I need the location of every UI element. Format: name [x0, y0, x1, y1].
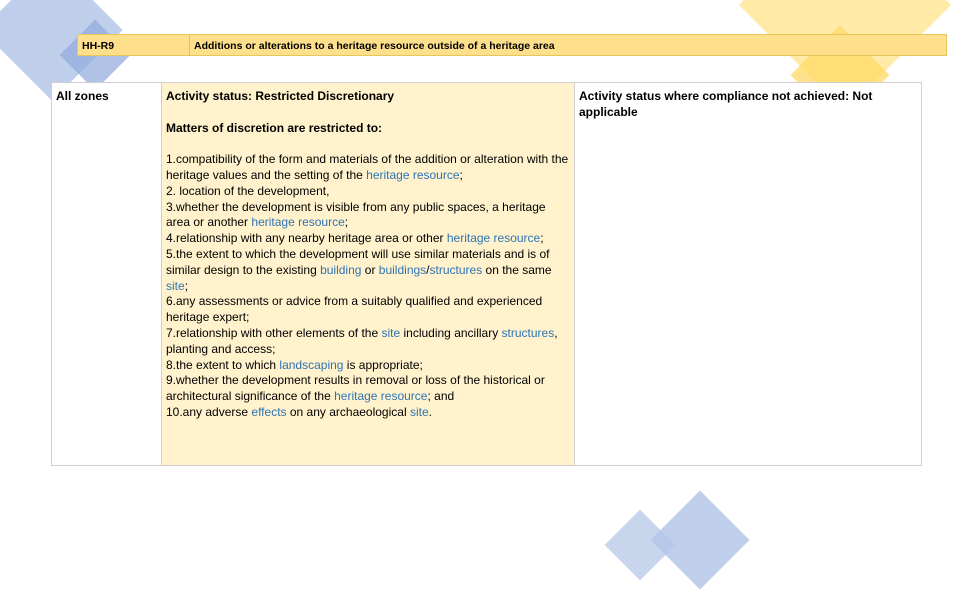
matter-text: ; and — [427, 389, 455, 404]
matter-item — [166, 294, 571, 326]
matter-text: . — [428, 404, 432, 419]
decorative-blue-diamond-bottom-small — [605, 510, 676, 581]
matter-item — [166, 231, 571, 247]
matter-item — [166, 373, 571, 405]
zones-column — [52, 83, 162, 465]
definition-link[interactable]: heritage resource — [334, 389, 428, 404]
activity-status: Activity status: Restricted Discretionary — [166, 89, 395, 103]
matter-text: 9.whether the development results in removal or loss of the historical or architectural significance of the — [166, 373, 545, 404]
matter-item — [166, 358, 571, 374]
definition-link[interactable]: heritage resource — [366, 167, 460, 182]
matter-item — [166, 152, 571, 184]
zones-label: All zones — [56, 89, 109, 103]
matters-heading: Matters of discretion are restricted to: — [166, 120, 383, 135]
definition-link[interactable]: effects — [251, 404, 287, 419]
matter-text: ; — [344, 215, 349, 230]
definition-link[interactable]: heritage resource — [446, 231, 541, 246]
matter-text: 1.compatibility of the form and materials of the addition or alteration with the heritage values and the setting of the — [166, 152, 569, 182]
rule-title: Additions or alterations to a heritage resource outside of a heritage area — [194, 40, 555, 52]
matter-text: ; — [459, 167, 463, 182]
matter-text: 4.relationship with any nearby heritage area or other — [166, 231, 447, 246]
matter-text: ; — [184, 278, 189, 293]
matter-text: 2. location of the development, — [166, 183, 330, 198]
matter-item — [166, 247, 571, 294]
rule-header — [77, 34, 947, 56]
definition-link[interactable]: structures — [501, 325, 555, 340]
matter-text: 3.whether the development is visible from any public spaces, a heritage area or another — [166, 199, 546, 230]
matter-text: on the same — [482, 262, 552, 277]
non-compliance-column — [575, 83, 921, 465]
matter-text: 10.any adverse — [166, 404, 252, 419]
rule-header-divider — [189, 35, 190, 55]
matter-item — [166, 184, 571, 200]
matters-column — [162, 83, 575, 465]
definition-link[interactable]: buildings — [378, 262, 427, 277]
matter-item — [166, 200, 571, 232]
definition-link[interactable]: landscaping — [279, 357, 344, 372]
definition-link[interactable]: site — [166, 278, 185, 293]
matter-item — [166, 405, 571, 421]
matter-text: including ancillary — [400, 325, 502, 340]
definition-link[interactable]: heritage resource — [251, 215, 345, 230]
matter-text: or — [361, 262, 379, 277]
matter-item — [166, 326, 571, 358]
matter-text: 8.the extent to which — [166, 357, 280, 372]
definition-link[interactable]: building — [320, 262, 362, 277]
matter-text: 5.the extent to which the development will use similar materials and is of similar design to the existing — [166, 246, 550, 277]
definition-link[interactable]: site — [381, 325, 401, 340]
definition-link[interactable]: site — [409, 404, 429, 419]
matter-text: / — [426, 262, 430, 277]
definition-link[interactable]: structures — [429, 262, 483, 277]
matter-text: on any archaeological — [286, 404, 410, 419]
matters-cell — [166, 89, 571, 421]
matter-text: 7.relationship with other elements of the — [166, 325, 382, 340]
rule-table — [51, 82, 922, 466]
rule-id: HH-R9 — [82, 40, 115, 52]
matter-text: is appropriate; — [343, 357, 423, 372]
matter-text: ; — [540, 231, 544, 246]
matter-text: 6.any assessments or advice from a suitably qualified and experienced heritage expert; — [166, 294, 543, 325]
matters-list — [166, 152, 571, 421]
matter-text: , planting and access; — [166, 325, 558, 356]
non-compliance-status: Activity status where compliance not achieved: Not applicable — [579, 89, 873, 119]
